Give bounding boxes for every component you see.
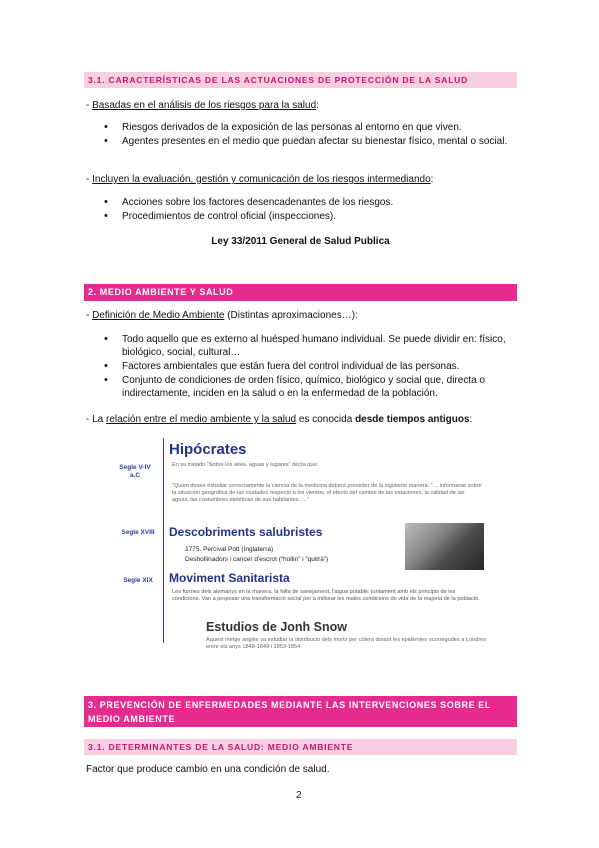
risk-list (104, 121, 516, 149)
timeline-axis (163, 438, 164, 643)
section-header-2 (84, 284, 517, 301)
definition-paragraph: - Definición de Medio Ambiente (Distintas aproximaciones…): (86, 310, 358, 321)
definition-underlined: Definición de Medio Ambiente (92, 310, 225, 321)
hipocrates-title: Hipócrates (169, 441, 247, 458)
list-item: • Agentes presentes en el medio que puedan afectar su bienestar físico, mental o social. (104, 135, 516, 148)
relation-paragraph: - La relación entre el medio ambiente y la salud es conocida desde tiempos antiguos: (86, 414, 473, 425)
moviment-title: Moviment Sanitarista (169, 571, 290, 585)
page-number: 2 (296, 790, 302, 801)
intro-paragraph-2: - Incluyen la evaluación, gestión y comunicación de los riesgos intermediando: (86, 174, 434, 185)
section-title: 3. PREVENCIÓN DE ENFERMEDADES MEDIANTE LAS INTERVENCIONES SOBRE EL MEDIO AMBIENTE (88, 700, 491, 724)
list-item: • Todo aquello que es externo al huésped humano individual. Se puede dividir en: físico, biológico, social, cultural… (104, 333, 516, 359)
snow-text: Aquest metge anglès va estudiar la distribució dels morts per còlera durant les epidèmies ocorregudes a Londres entre els anys 1848-1849 i 1853-1854. (206, 637, 487, 650)
list-item: • Factores ambientales que están fuera del control individual de las personas. (104, 360, 516, 373)
law-reference: Ley 33/2011 General de Salud Publica (211, 236, 390, 247)
section-header-3 (84, 696, 517, 727)
list-item: • Conjunto de condiciones de orden físico, químico, biológico y social que, directa o indirectamente, inciden en la salud o en la enfermedad de la población. (104, 374, 516, 400)
moviment-text: Les formes dels alemanys en la manera, la falta de sanejament, l'aigua potable, juntament amb els principis de les condicions. Van a proposar una transformació social per a millorar les males condicions de vida de la majoria de la població. (172, 589, 480, 602)
section-title: 2. MEDIO AMBIENTE Y SALUD (88, 287, 234, 297)
era-label: Segle XVIII (121, 529, 155, 536)
snow-title: Estudios de Jonh Snow (206, 620, 347, 634)
list-item: • Riesgos derivados de la exposición de las personas al entorno en que viven. (104, 121, 516, 134)
intro-underlined: Basadas en el análisis de los riesgos para la salud (92, 100, 317, 111)
descobriments-title: Descobriments salubristes (169, 525, 323, 539)
hipocrates-quote: “Quien desee estudiar correctamente la ciencia de la medicina deberá proceder de la siguiente manera: “… informarse sobre la situación geográfica de las ciudades respecto a los vientos, el efecto del cambio de las estaciones, la calidad de las aguas, las costumbres dietéticas de sus habitantes, …” (172, 483, 482, 503)
definition-list (104, 333, 516, 401)
relation-underlined: relación entre el medio ambiente y la salud (106, 414, 297, 425)
descobriments-line-2: Deshollinadors i cancer d'escrot (“hollin” i “quitrà”) (185, 556, 329, 563)
intro-paragraph: - Basadas en el análisis de los riesgos para la salud: (86, 100, 319, 111)
hipocrates-subtitle: En su tratado “Sobre los aires, aguas y lugares” decía que: (172, 462, 319, 468)
relation-bold: desde tiempos antiguos (355, 414, 470, 425)
descobriments-line-1: 1775. Percival Pott (Inglaterra) (185, 546, 274, 553)
era-label: Segle V-IV a.C (119, 464, 151, 479)
era-label: Segle XIX (123, 577, 153, 584)
section-header-3-1b (84, 739, 517, 755)
intro-underlined-2: Incluyen la evaluación, gestión y comunicación de los riesgos intermediando (92, 174, 431, 185)
list-item: • Procedimientos de control oficial (inspecciones). (104, 210, 516, 223)
section-header-3-1 (84, 72, 517, 88)
determinant-text: Factor que produce cambio en una condición de salud. (86, 764, 330, 775)
actions-list (104, 196, 516, 224)
section-title: 3.1. DETERMINANTES DE LA SALUD: MEDIO AMBIENTE (88, 742, 354, 752)
section-title: 3.1. CARACTERÍSTICAS DE LAS ACTUACIONES DE PROTECCIÓN DE LA SALUD (88, 75, 469, 85)
chimney-sweep-photo (405, 523, 484, 570)
list-item: • Acciones sobre los factores desencadenantes de los riesgos. (104, 196, 516, 209)
